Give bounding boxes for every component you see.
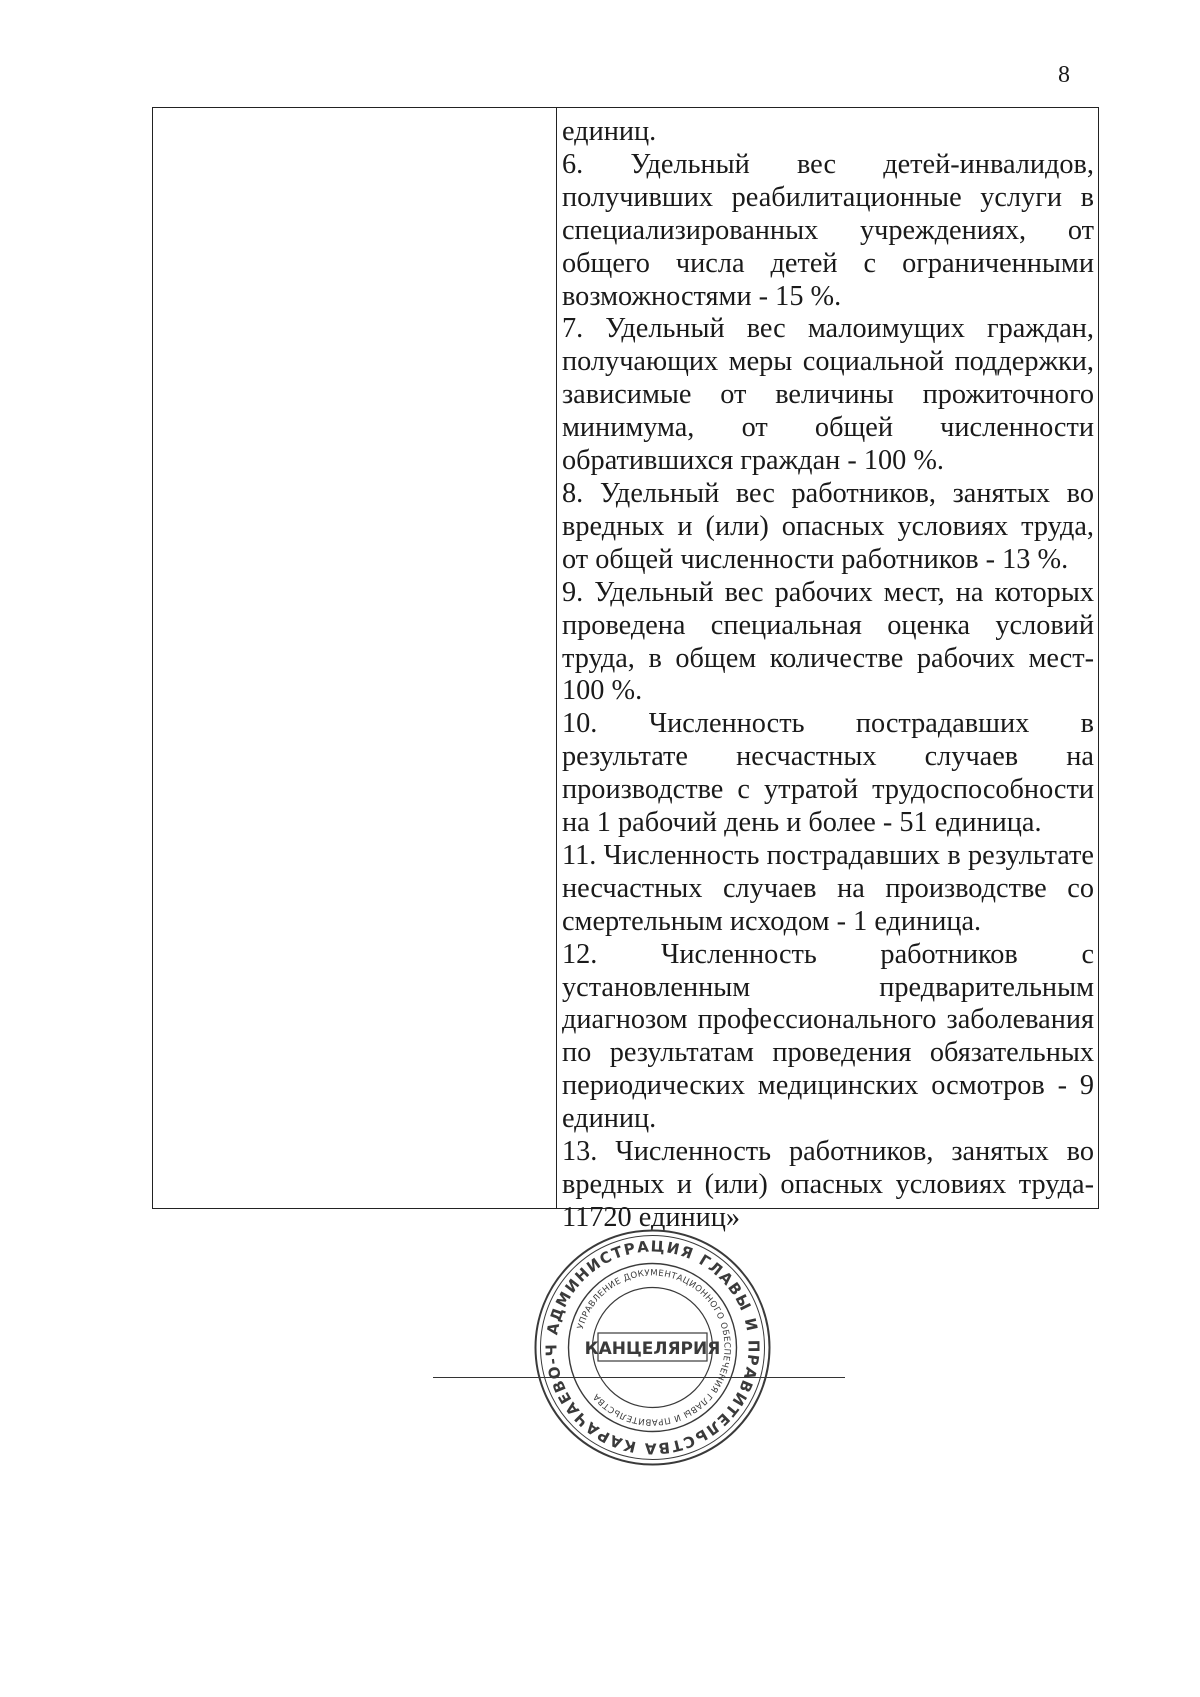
list-item: 9. Удельный вес рабочих мест, на которых проведена специальная оценка условий труда, в общем количестве рабочих мест- 100 %.: [562, 576, 1094, 707]
stamp-outer-text: АДМИНИСТРАЦИЯ ГЛАВЫ И ПРАВИТЕЛЬСТВА КАРАЧАЕВО-Ч: [542, 1237, 763, 1458]
list-item: 7. Удельный вес малоимущих граждан, получающих меры социальной поддержки, зависимые от величины прожиточного минимума, от общей численности обратившихся граждан - 100 %.: [562, 313, 1094, 477]
list-item: единиц.: [562, 116, 657, 147]
official-stamp: [530, 1225, 775, 1470]
document-table: [152, 107, 1099, 1233]
list-item: 6. Удельный вес детей-инвалидов, получивших реабилитационные услуги в специализированных учреждениях, от общего числа детей с ограниченными возможностями - 15 %.: [562, 148, 1094, 312]
stamp-seal-icon: [530, 1225, 775, 1470]
table-column-divider: [556, 108, 557, 1208]
list-item: 11. Численность пострадавших в результате несчастных случаев на производстве со смертельным исходом - 1 единица.: [562, 839, 1094, 937]
page-number: 8: [1058, 62, 1070, 88]
stamp-center-label: КАНЦЕЛЯРИЯ: [584, 1339, 721, 1359]
list-item: 8. Удельный вес работников, занятых во вредных и (или) опасных условиях труда, от общей численности работников - 13 %.: [562, 477, 1094, 575]
table-right-cell: [562, 116, 1094, 1235]
list-item: 12. Численность работников с установленным предварительным диагнозом профессионального заболевания по результатам проведения обязательных периодических медицинских осмотров - 9 единиц.: [562, 938, 1094, 1135]
stamp-inner-text: УПРАВЛЕНИЕ ДОКУМЕНТАЦИОННОГО ОБЕСПЕЧЕНИЯ ГЛАВЫ И ПРАВИТЕЛЬСТВА: [575, 1268, 732, 1427]
list-item: 13. Численность работников, занятых во вредных и (или) опасных условиях труда- 11720 единиц»: [562, 1136, 1094, 1233]
list-item: 10. Численность пострадавших в результате несчастных случаев на производстве с утратой трудоспособности на 1 рабочий день и более - 51 единица.: [562, 708, 1094, 839]
